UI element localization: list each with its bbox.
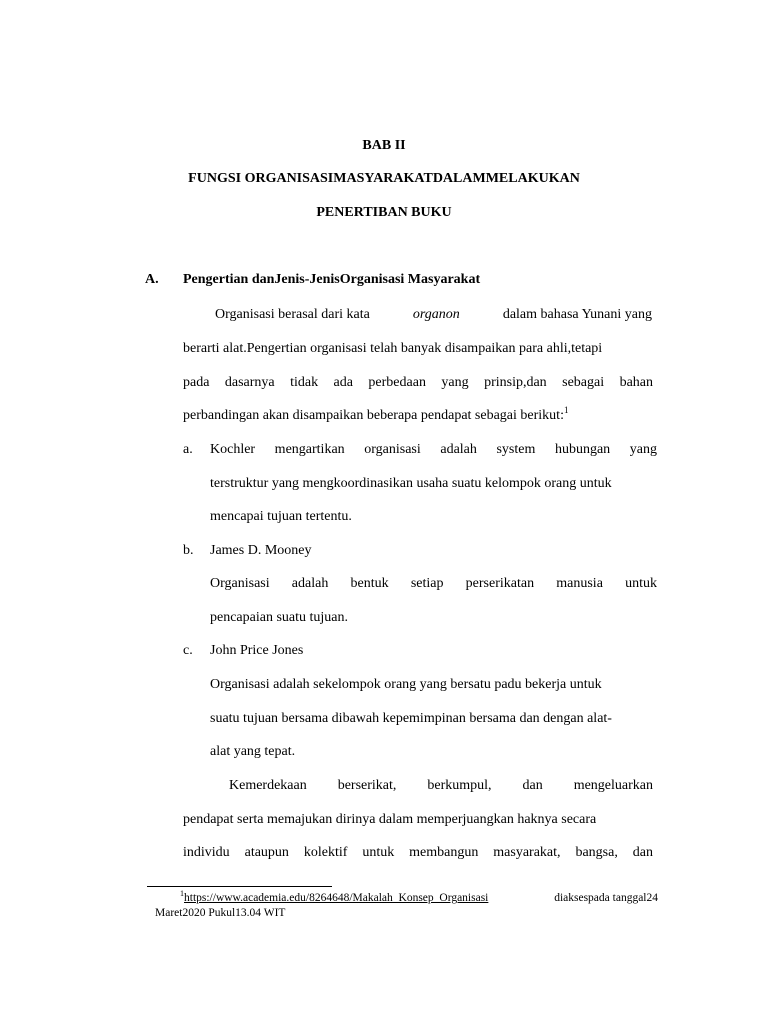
list-a-line-3: mencapai tujuan tertentu. [210, 509, 352, 524]
section-title: Pengertian danJenis-JenisOrganisasi Masyarakat [183, 272, 481, 287]
chapter-label: BAB II [362, 138, 406, 153]
footnote-reference[interactable]: 1 [563, 405, 569, 415]
intro-line-4-text: perbandingan akan disampaikan beberapa pendapat sebagai berikut: [183, 408, 564, 423]
footnote-divider [147, 886, 332, 887]
list-marker-b: b. [183, 543, 194, 558]
intro-line-4 [183, 407, 568, 425]
intro-line-2: berarti alat.Pengertian organisasi telah banyak disampaikan para ahli,tetapi [183, 341, 603, 356]
list-a-line-2: terstruktur yang mengkoordinasikan usaha suatu kelompok orang untuk [210, 476, 612, 491]
footnote-line-2: Maret2020 Pukul13.04 WIT [155, 907, 286, 919]
list-a-line-1: Kochler mengartikan organisasi adalah system hubungan yang [210, 442, 657, 457]
intro-text-before-term: Organisasi berasal dari kata [215, 307, 370, 322]
footnote-url-link[interactable]: https://www.academia.edu/8264648/Makalah_Konsep_Organisasi [184, 892, 489, 904]
closing-line-3: individu ataupun kolektif untuk membangun masyarakat, bangsa, dan [183, 845, 653, 860]
list-marker-c: c. [183, 643, 193, 658]
list-c-name: John Price Jones [210, 643, 304, 658]
chapter-title-line-2: PENERTIBAN BUKU [316, 205, 452, 220]
list-b-line-1: Organisasi adalah bentuk setiap perserikatan manusia untuk [210, 576, 657, 591]
intro-text-after-term: dalam bahasa Yunani yang [502, 307, 652, 322]
footnote-access-text: diaksespada tanggal24 [554, 892, 658, 904]
footnote-number: 1 [180, 889, 184, 898]
chapter-title-line-1: FUNGSI ORGANISASIMASYARAKATDALAMMELAKUKAN [188, 171, 580, 186]
intro-italic-term: organon [412, 307, 460, 322]
list-b-name: James D. Mooney [210, 543, 312, 558]
section-marker: A. [145, 272, 159, 287]
closing-line-2: pendapat serta memajukan dirinya dalam memperjuangkan haknya secara [183, 812, 597, 827]
footnote-line-1 [180, 891, 658, 906]
list-b-line-2: pencapaian suatu tujuan. [210, 610, 349, 625]
list-c-line-1: Organisasi adalah sekelompok orang yang bersatu padu bekerja untuk [210, 677, 602, 692]
intro-line-3: pada dasarnya tidak ada perbedaan yang prinsip,dan sebagai bahan [183, 375, 653, 390]
list-c-line-2: suatu tujuan bersama dibawah kepemimpinan bersama dan dengan alat- [210, 711, 612, 726]
closing-line-1: Kemerdekaan berserikat, berkumpul, dan mengeluarkan [229, 778, 653, 793]
list-c-line-3: alat yang tepat. [210, 744, 296, 759]
intro-line-1 [215, 306, 652, 324]
list-marker-a: a. [183, 442, 193, 457]
